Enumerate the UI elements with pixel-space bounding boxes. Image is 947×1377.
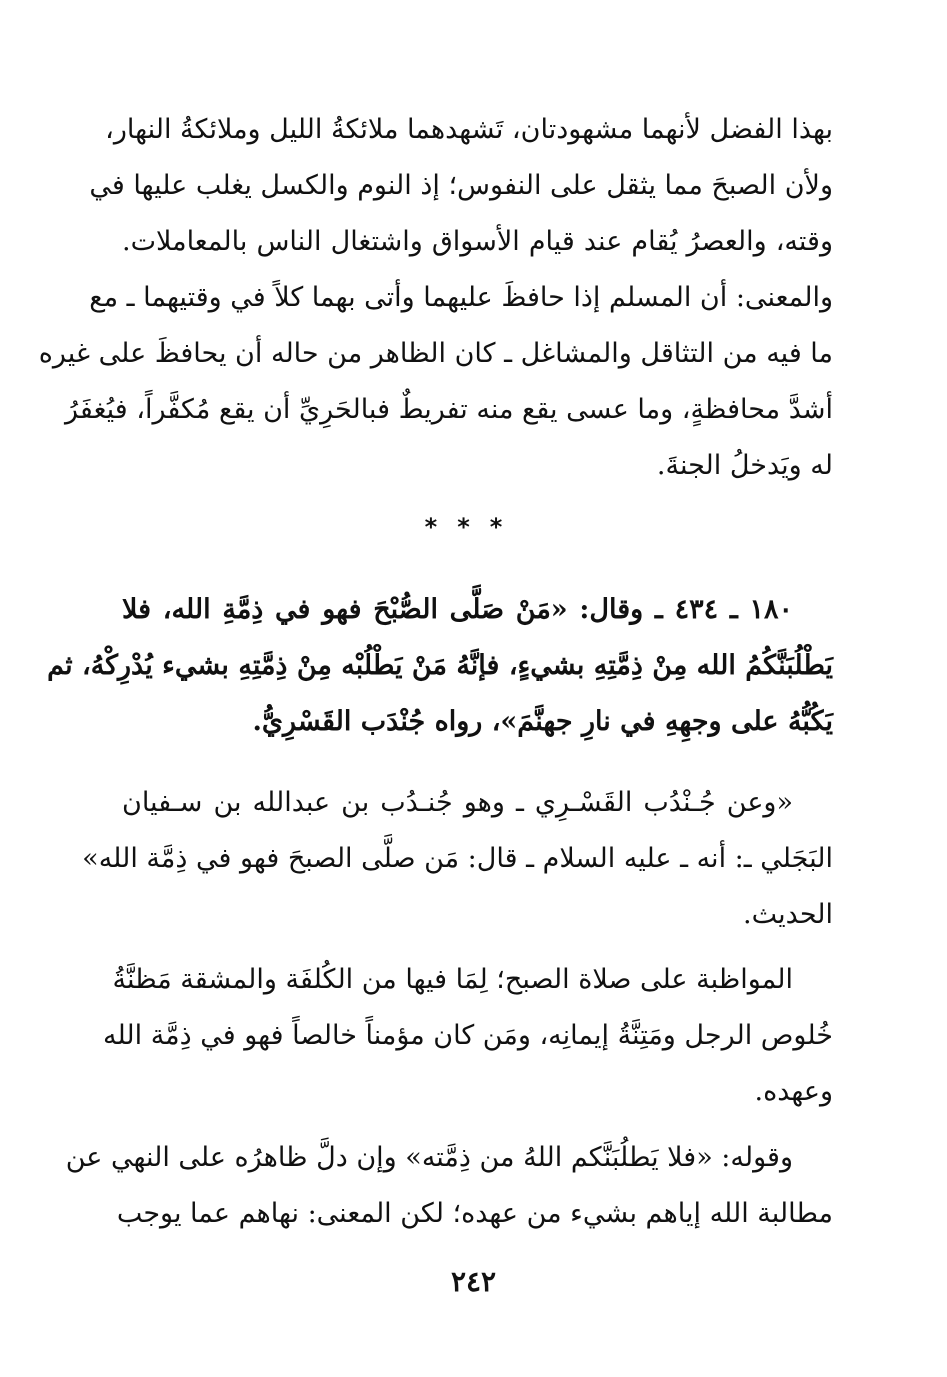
text-line: مطالبة الله إياهم بشيء من عهده؛ لكن المعنى: نهاهم عما يوجب [116, 1198, 833, 1229]
text-line: بهذا الفضل لأنهما مشهودتان، تَشهدهما ملائكةُ الليل وملائكةُ النهار، [105, 114, 833, 145]
text-line: البَجَلي ـ: أنه ـ عليه السلام ـ قال: مَن صلَّى الصبحَ فهو في ذِمَّة الله» [82, 843, 833, 874]
text-line: والمعنى: أن المسلم إذا حافظَ عليهما وأتى بهما كلاً في وقتيهما ـ مع [89, 282, 833, 313]
text-line: ١٨٠ ـ ٤٣٤ ـ وقال: «مَنْ صَلَّى الصُّبْحَ فهو في ذِمَّةِ الله، فلا [122, 594, 793, 625]
text-line: ولأن الصبحَ مما يثقل على النفوس؛ إذ النوم والكسل يغلب عليها في [89, 170, 833, 201]
commentary-paragraph [82, 778, 833, 948]
text-line: يَكُبُّهُ على وجهِهِ في نارِ جهنَّمَ»، رواه جُنْدَب القَسْرِيُّ. [252, 706, 833, 737]
paragraph-continuation [38, 105, 833, 505]
text-line: خُلوص الرجل ومَتِنَّةُ إيمانِه، ومَن كان مؤمناً خالصاً فهو في ذِمَّة الله [102, 1020, 833, 1051]
page-number: ٢٤٢ [450, 1265, 497, 1298]
text-line: وقته، والعصرُ يُقام عند قيام الأسواق واشتغال الناس بالمعاملات. [122, 226, 833, 257]
text-line: الحديث. [743, 899, 833, 930]
text-line: المواظبة على صلاة الصبح؛ لِمَا فيها من الكُلفَة والمشقة مَظنَّةُ [112, 964, 793, 995]
text-line: «وعن جُـنْدُب القَسْـرِي ـ وهو جُنـدُب بن عبدالله بن سـفيان [122, 787, 793, 818]
commentary-paragraph [65, 1133, 833, 1248]
text-line: ما فيه من التثاقل والمشاغل ـ كان الظاهر من حاله أن يحافظَ على غيره [38, 338, 833, 369]
text-line: يَطْلُبَنَّكُمُ الله مِنْ ذِمَّتِهِ بشيءٍ، فإنَّهُ مَنْ يَطْلُبْه مِنْ ذِمَّتِهِ بشيء يُدْرِكْهُ، ثم [47, 650, 833, 681]
text-line: له ويَدخلُ الجنةَ. [656, 450, 833, 481]
text-line: أشدَّ محافظةٍ، وما عسى يقع منه تفريطٌ فبالحَرِيِّ أن يقع مُكفَّراً، فيُغفَرُ [65, 394, 833, 425]
section-separator: *** [424, 513, 523, 541]
text-line: وقوله: «فلا يَطلُبَنَّكم اللهُ من ذِمَّته» وإن دلَّ ظاهرُه على النهي عن [65, 1142, 793, 1173]
text-line: وعهده. [754, 1076, 833, 1107]
commentary-paragraph [102, 955, 833, 1125]
hadith-text [47, 585, 833, 755]
